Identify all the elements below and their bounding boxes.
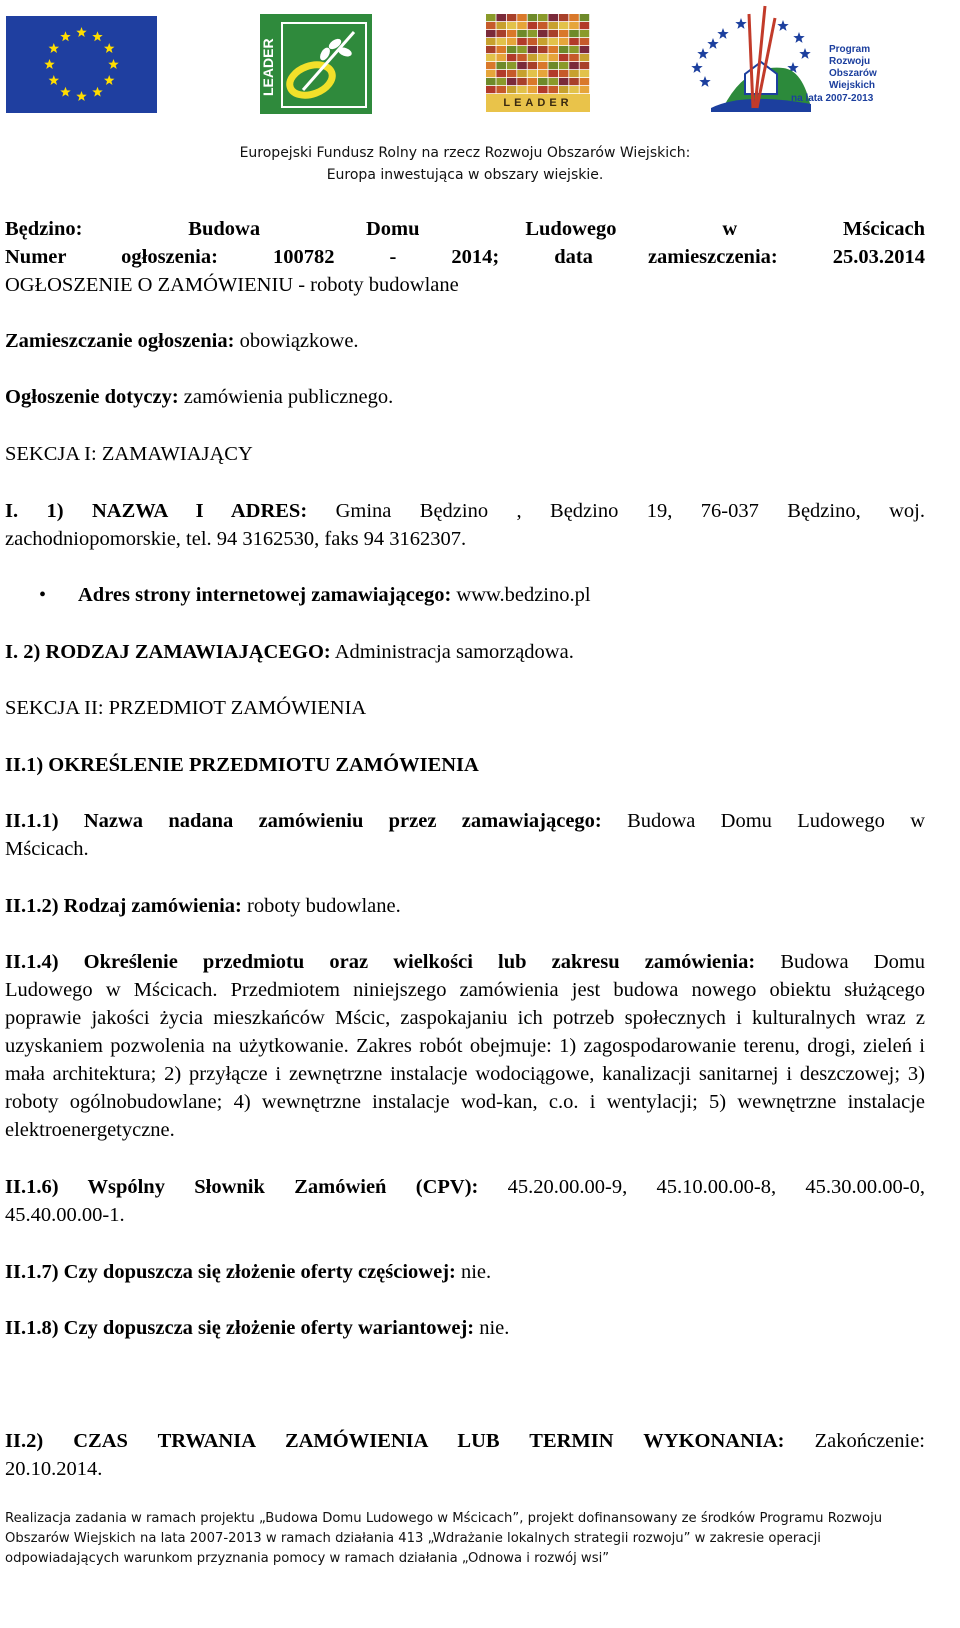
posting-label: Zamieszczanie ogłoszenia: bbox=[5, 330, 235, 352]
ii14-label: II.1.4) Określenie przedmiotu oraz wielkości lub zakresu zamówienia: bbox=[5, 951, 756, 973]
ii2-line1 bbox=[5, 1427, 925, 1455]
ii17-line bbox=[5, 1258, 925, 1286]
footer-line-3: odpowiadających warunkom przyznania pomocy w ramach działania „Odnowa i rozwój wsi” bbox=[5, 1551, 610, 1566]
section-2-heading: SEKCJA II: PRZEDMIOT ZAMÓWIENIA bbox=[5, 697, 367, 719]
ii11-line1 bbox=[5, 807, 925, 835]
ii12-value: roboty budowlane. bbox=[247, 895, 401, 917]
ii2-value-1: Zakończenie: bbox=[814, 1430, 926, 1452]
ii2-line2: 20.10.2014. bbox=[5, 1458, 103, 1480]
i1-line1 bbox=[5, 497, 925, 525]
ii14-line1 bbox=[5, 948, 925, 976]
ii12-label: II.1.2) Rodzaj zamówienia: bbox=[5, 895, 242, 917]
ii11-line2: Mścicach. bbox=[5, 838, 89, 860]
website-line bbox=[78, 581, 925, 609]
prow-line4: Wiejskich bbox=[829, 80, 876, 91]
prow-line3: Obszarów bbox=[829, 68, 877, 79]
ii16-value-1: 45.20.00.00-9, 45.10.00.00-8, 45.30.00.00-0, bbox=[507, 1176, 926, 1198]
ii1-heading-text: II.1) OKREŚLENIE PRZEDMIOTU ZAMÓWIENIA bbox=[5, 754, 479, 776]
section-1-heading: SEKCJA I: ZAMAWIAJĄCY bbox=[5, 443, 253, 465]
i1-value-1: Gmina Będzino , Będzino 19, 76-037 Będzino, woj. bbox=[335, 500, 926, 522]
notice-number bbox=[5, 243, 925, 271]
i1-label: I. 1) NAZWA I ADRES: bbox=[5, 500, 308, 522]
footer-line-1: Realizacja zadania w ramach projektu „Budowa Domu Ludowego w Mścicach”, projekt dofinansowany ze środków Programu Rozwoju bbox=[5, 1511, 883, 1526]
ii17-label: II.1.7) Czy dopuszcza się złożenie oferty częściowej: bbox=[5, 1261, 456, 1283]
leader-side-label: LEADER bbox=[260, 38, 276, 96]
fund-line-2: Europa inwestująca w obszary wiejskie. bbox=[326, 167, 604, 183]
concerns-value: zamówienia publicznego. bbox=[183, 386, 394, 408]
ii2-label: II.2) CZAS TRWANIA ZAMÓWIENIA LUB TERMIN WYKONANIA: bbox=[5, 1430, 785, 1452]
i1-line2: zachodniopomorskie, tel. 94 3162530, faks 94 3162307. bbox=[5, 528, 467, 550]
fund-line-1: Europejski Fundusz Rolny na rzecz Rozwoju Obszarów Wiejskich: bbox=[239, 145, 691, 161]
header-logos bbox=[0, 0, 960, 130]
ii1-heading bbox=[5, 751, 925, 779]
ii16-label: II.1.6) Wspólny Słownik Zamówień (CPV): bbox=[5, 1176, 479, 1198]
bullet-icon: • bbox=[39, 584, 47, 606]
concerns-line bbox=[5, 383, 925, 411]
ii11-value-1: Budowa Domu Ludowego w bbox=[627, 810, 925, 832]
notice-type: OGŁOSZENIE O ZAMÓWIENIU - roboty budowlane bbox=[5, 274, 459, 296]
ii14-paragraph: Ludowego w Mścicach. Przedmiotem niniejszego zamówienia jest budowa nowego obiektu służącego poprawie jakości życia mieszkańców Mścic, zaspokajaniu ich potrzeb społecznych i kulturalnych wraz z uzyskaniem pozwolenia na użytkowanie. Zakres robót obejmuje: 1) zagospodarowanie terenu, drogi, zieleń i mała architektura; 2) przyłącze i zewnętrzne instalacje wodociągowe, kanalizacji sanitarnej i deszczowej; 3) roboty ogólnobudowlane; 4) wewnętrzne instalacje wod-kan, c.o. i wentylacji; 5) wewnętrzne instalacje elektroenergetyczne. bbox=[5, 979, 925, 1141]
ii12-line bbox=[5, 892, 925, 920]
ii14-value-start: Budowa Domu bbox=[780, 951, 926, 973]
i2-line bbox=[5, 638, 925, 666]
ii18-label: II.1.8) Czy dopuszcza się złożenie oferty wariantowej: bbox=[5, 1317, 475, 1339]
website-label: Adres strony internetowej zamawiającego: bbox=[78, 584, 452, 606]
ii17-value: nie. bbox=[460, 1261, 492, 1283]
notice-title-text: Będzino: Budowa Domu Ludowego w Mścicach bbox=[5, 218, 925, 240]
eu-flag-icon bbox=[6, 16, 157, 113]
prow-line5: na lata 2007-2013 bbox=[791, 93, 874, 104]
prow-line1: Program bbox=[829, 44, 871, 55]
website-value: www.bedzino.pl bbox=[456, 584, 591, 606]
prow-logo-icon bbox=[683, 4, 883, 118]
ii18-value: nie. bbox=[479, 1317, 510, 1339]
ii16-line2: 45.40.00.00-1. bbox=[5, 1204, 125, 1226]
ii16-line1 bbox=[5, 1173, 925, 1201]
i2-label: I. 2) RODZAJ ZAMAWIAJĄCEGO: bbox=[5, 641, 331, 663]
notice-number-text: Numer ogłoszenia: 100782 - 2014; data zamieszczenia: 25.03.2014 bbox=[5, 246, 925, 268]
prow-line2: Rozwoju bbox=[829, 56, 871, 67]
ii11-label: II.1.1) Nazwa nadana zamówieniu przez zamawiającego: bbox=[5, 810, 602, 832]
posting-line bbox=[5, 327, 925, 355]
posting-value: obowiązkowe. bbox=[239, 330, 359, 352]
leader-logo-icon bbox=[259, 14, 373, 114]
footer-line-2: Obszarów Wiejskich na lata 2007-2013 w ramach działania 413 „Wdrażanie lokalnych strategii rozwoju” w zakresie operacji bbox=[5, 1531, 821, 1546]
notice-title bbox=[5, 215, 925, 243]
concerns-label: Ogłoszenie dotyczy: bbox=[5, 386, 179, 408]
leader-mosaic-label: LEADER bbox=[503, 97, 573, 109]
i2-value: Administracja samorządowa. bbox=[334, 641, 574, 663]
leader-mosaic-logo-icon bbox=[486, 14, 590, 114]
ii18-line bbox=[5, 1314, 925, 1342]
